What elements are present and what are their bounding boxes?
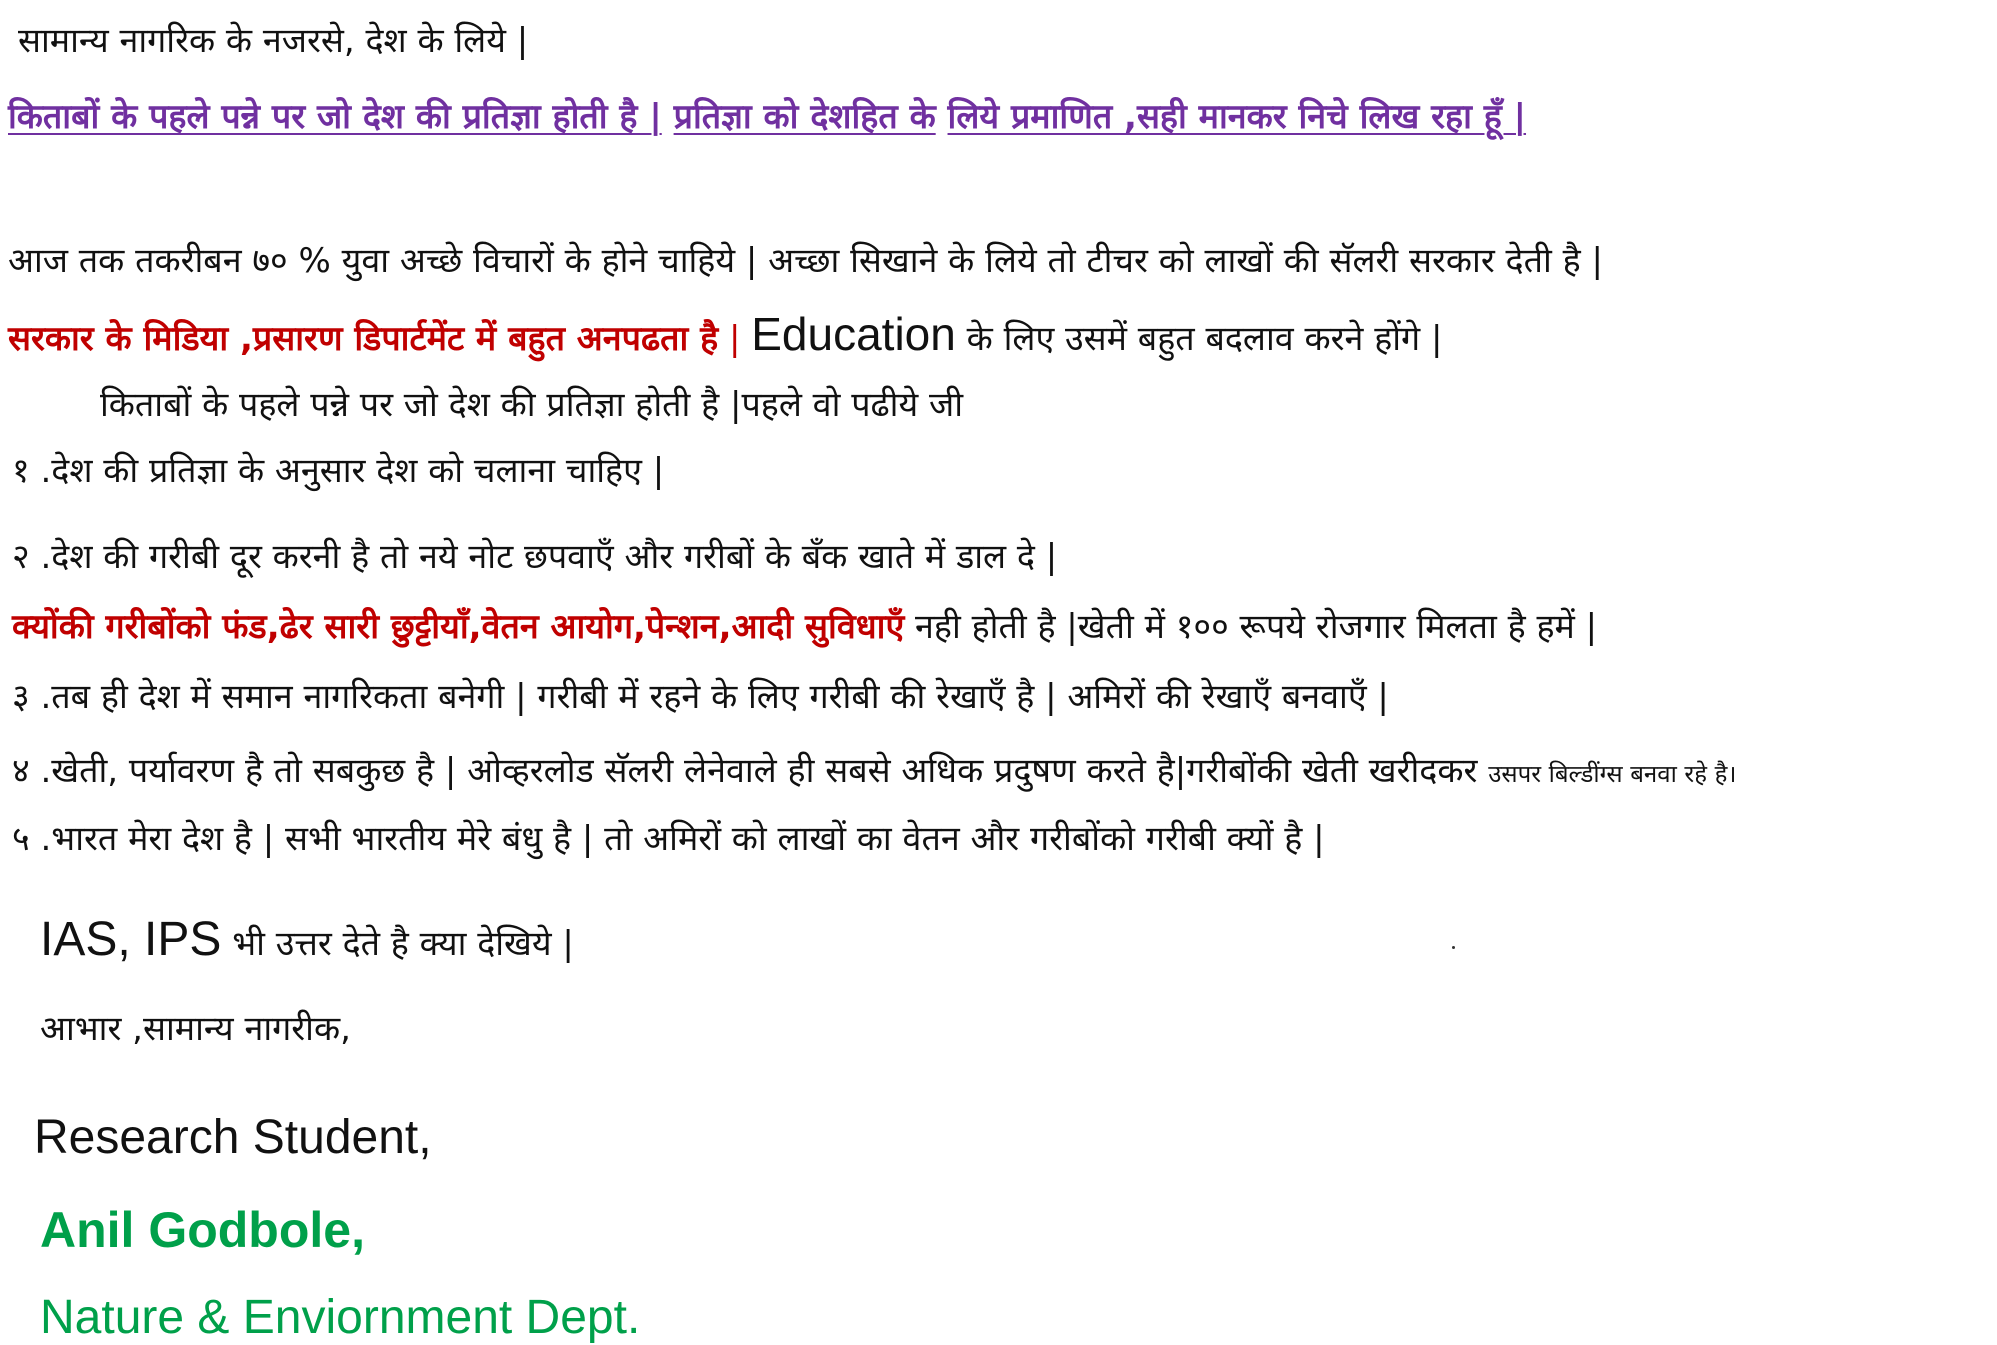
media-pipe: | [718,319,752,359]
point-3: ३ .तब ही देश में समान नागरिकता बनेगी | गरीबी में रहने के लिए गरीबी की रेखाऍं है | अमिरों की रेखाऍं बनवाऍं | [12,677,1389,717]
signature-name: Anil Godbole, [40,1202,365,1258]
point-2-rest: नही होती है |खेती में १०० रूपये रोजगार मिलता है हमें | [904,607,1598,647]
ias-ips-text: IAS, IPS [40,913,222,966]
thanks-line: आभार ,सामान्य नागरीक, [40,1009,351,1049]
point-2-continued [12,608,1597,647]
pledge-part-2: प्रतिज्ञा को देशहित के [673,97,936,137]
point-4-small: उसपर बिल्डींग्स बनवा रहे है। [1488,760,1737,788]
poor-lack-benefits: क्योंकी गरीबोंको फंड,ढेर सारी छुट्टीयॉं,वेतन आयोग,पेन्शन,आदी सुविधाऍं [12,607,905,647]
signature-role: Research Student, [34,1111,432,1164]
pledge-part-1: किताबों के पहले पन्ने पर जो देश की प्रतिज्ञा होती है | [8,97,662,137]
signature-dept: Nature & Enviornment Dept. [40,1291,641,1344]
paragraph-youth: आज तक तकरीबन ७० % युवा अच्छे विचारों के होने चाहिये | अच्छा सिखाने के लिये तो टीचर को लाखों की सॅलरी सरकार देती है | [8,241,1603,281]
media-rest: के लिए उसमें बहुत बदलाव करने होंगे | [955,319,1443,359]
ias-rest: भी उत्तर देते है क्या देखिये | [221,924,574,964]
media-criticism: सरकार के मिडिया ,प्रसारण डिपार्टमेंट में बहुत अनपढता है [8,319,719,359]
ias-line [40,912,574,967]
read-first-line: किताबों के पहले पन्ने पर जो देश की प्रतिज्ञा होती है |पहले वो पढीये जी [100,385,964,425]
point-2: २ .देश की गरीबी दूर करनी है तो नये नोट छपवाऍं और गरीबों के बॅंक खाते में डाल दे | [12,537,1058,577]
pledge-line [8,98,1526,137]
point-1: १ .देश की प्रतिज्ञा के अनुसार देश को चलाना चाहिए | [12,451,665,491]
point-4-main: ४ .खेती, पर्यावरण है तो सबकुछ है | ओव्हरलोड सॅलरी लेनेवाले ही सबसे अधिक प्रदुषण करते है|गरीबोंकी खेती खरीदकर [12,751,1489,791]
pledge-part-3: लिये प्रमाणित ,सही मानकर निचे लिख रहा हूँ | [947,97,1527,137]
media-line [8,308,1442,361]
stray-dot [1452,946,1455,949]
intro-line: सामान्य नागरिक के नजरसे, देश के लिये | [18,21,529,61]
education-word: Education [751,308,956,360]
point-5: ५ .भारत मेरा देश है | सभी भारतीय मेरे बंधु है | तो अमिरों को लाखों का वेतन और गरीबोंको गरीबी क्यों है | [12,819,1325,859]
point-4 [12,752,1736,791]
